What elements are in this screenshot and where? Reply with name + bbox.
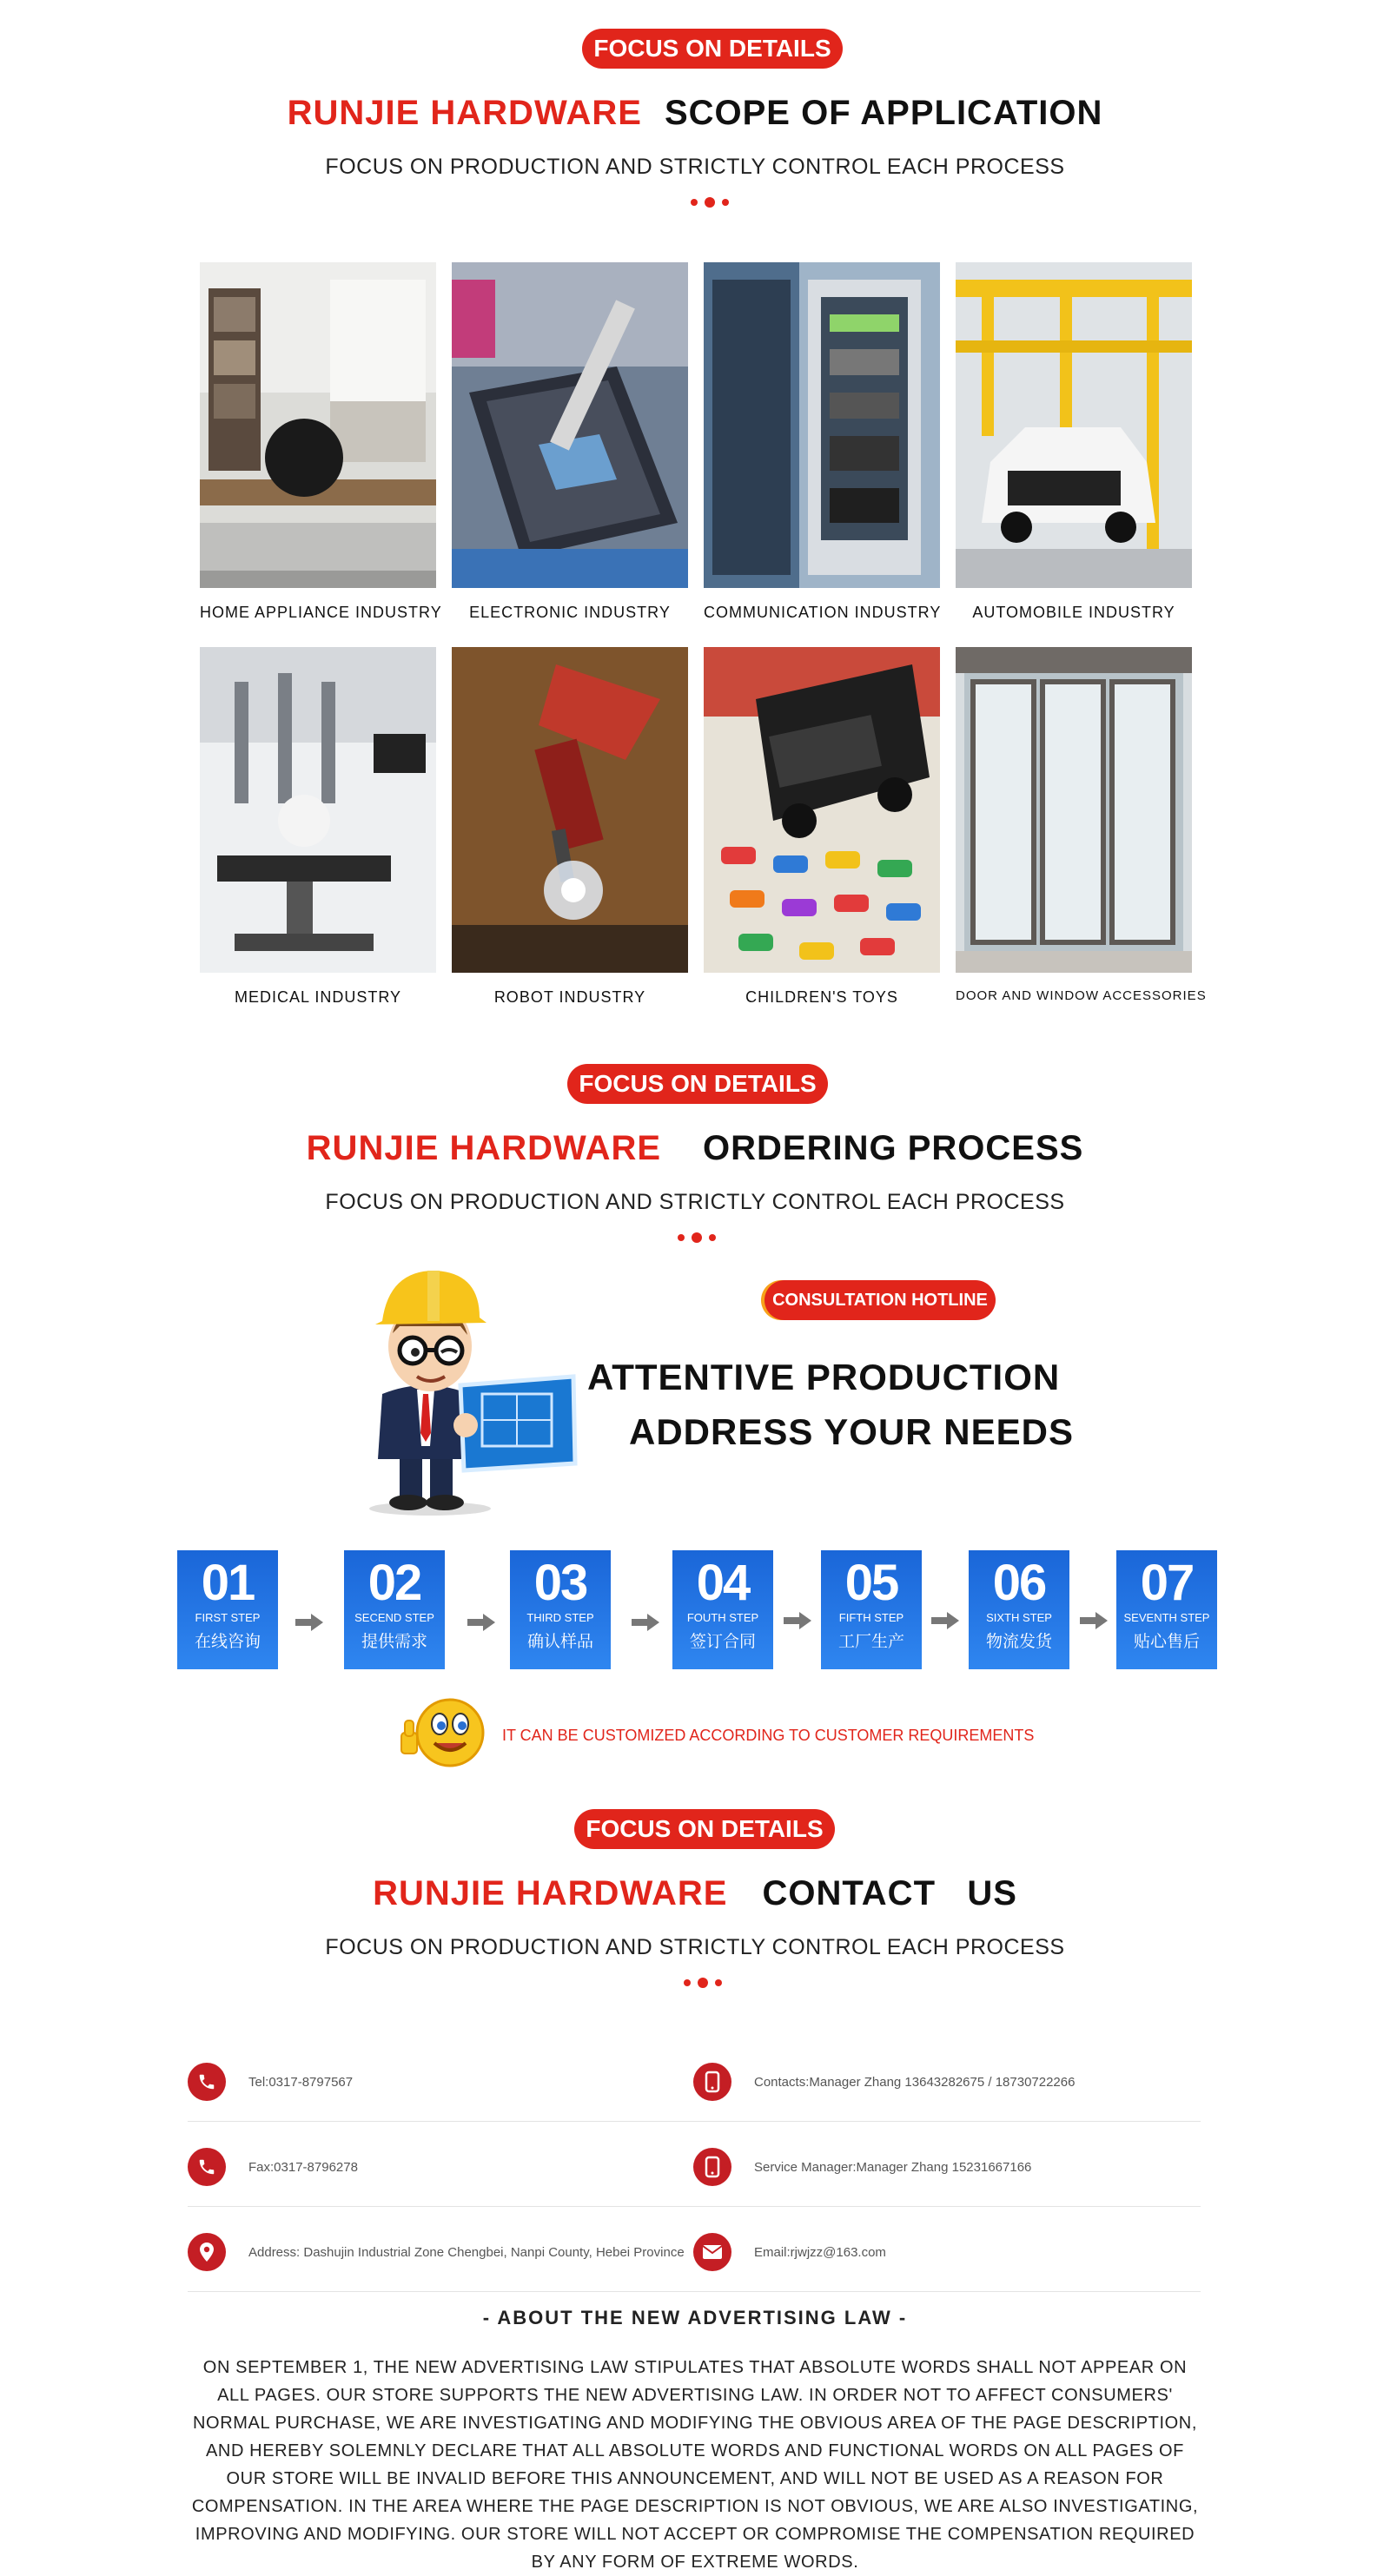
address-item[interactable]: Address: Dashujin Industrial Zone Chengbei, Nanpi County, Hebei Province	[188, 2233, 685, 2271]
communication-image	[704, 262, 940, 588]
mobile-phone-icon	[693, 2063, 731, 2101]
step-06: 06 SIXTH STEP 物流发货	[969, 1550, 1069, 1669]
brand-name: RUNJIE HARDWARE	[306, 1129, 662, 1167]
door-window-image	[956, 647, 1192, 973]
medical-image	[200, 647, 436, 973]
order-heading: ORDERING PROCESS	[703, 1129, 1084, 1167]
electronic-image	[452, 262, 688, 588]
industry-tile-home-appliance[interactable]	[200, 262, 442, 622]
tel-item[interactable]: Tel:0317-8797567	[188, 2063, 353, 2101]
industry-label: MEDICAL INDUSTRY	[234, 988, 402, 1006]
industry-label: AUTOMOBILE INDUSTRY	[972, 604, 1175, 621]
industry-label: DOOR AND WINDOW ACCESSORIES	[956, 988, 1207, 1003]
industry-label: HOME APPLIANCE INDUSTRY	[200, 604, 442, 621]
law-title: - ABOUT THE NEW ADVERTISING LAW -	[482, 2307, 908, 2328]
step-07: 07 SEVENTH STEP 贴心售后	[1116, 1550, 1217, 1669]
industry-tile-robot[interactable]	[452, 647, 688, 1007]
arrow-right-icon	[632, 1614, 659, 1631]
industry-tile-communication[interactable]	[704, 262, 940, 622]
custom-note: IT CAN BE CUSTOMIZED ACCORDING TO CUSTOMER REQUIREMENTS	[502, 1727, 1035, 1744]
industry-label: CHILDREN'S TOYS	[745, 988, 898, 1006]
consultation-hotline-button[interactable]: CONSULTATION HOTLINE	[764, 1280, 996, 1320]
home-appliance-image	[200, 262, 436, 588]
location-pin-icon	[188, 2233, 226, 2271]
slogan-line-2: ADDRESS YOUR NEEDS	[629, 1411, 1074, 1452]
step-03: 03 THIRD STEP 确认样品	[510, 1550, 611, 1669]
decor-dots	[691, 197, 734, 208]
contact-row	[188, 2122, 1201, 2207]
envelope-icon	[693, 2233, 731, 2271]
industry-tile-door-window[interactable]	[956, 647, 1207, 1003]
contact-heading: CONTACT US	[762, 1874, 1017, 1912]
robot-image	[452, 647, 688, 973]
service-manager-item[interactable]: Service Manager:Manager Zhang 15231667166	[693, 2148, 1031, 2186]
step-05: 05 FIFTH STEP 工厂生产	[821, 1550, 922, 1669]
scope-heading: SCOPE OF APPLICATION	[664, 94, 1103, 132]
contacts-item[interactable]: Contacts:Manager Zhang 13643282675 / 18730722266	[693, 2063, 1075, 2101]
step-01: 01 FIRST STEP 在线咨询	[177, 1550, 278, 1669]
decor-dots	[684, 1978, 727, 1988]
step-02: 02 SECEND STEP 提供需求	[344, 1550, 445, 1669]
phone-icon	[188, 2063, 226, 2101]
arrow-right-icon	[931, 1612, 959, 1629]
focus-badge-order: FOCUS ON DETAILS	[567, 1064, 828, 1104]
scope-title	[0, 94, 1390, 133]
arrow-right-icon	[1080, 1612, 1108, 1629]
contact-row	[188, 2207, 1201, 2292]
brand-name: RUNJIE HARDWARE	[373, 1874, 728, 1912]
order-title	[0, 1129, 1390, 1168]
industry-tile-toys[interactable]	[704, 647, 940, 1007]
fax-item[interactable]: Fax:0317-8796278	[188, 2148, 358, 2186]
focus-badge-contact: FOCUS ON DETAILS	[574, 1809, 835, 1849]
arrow-right-icon	[467, 1614, 495, 1631]
industry-tile-medical[interactable]	[200, 647, 436, 1007]
scope-subtitle: FOCUS ON PRODUCTION AND STRICTLY CONTROL EACH PROCESS	[325, 155, 1065, 179]
industry-tile-automobile[interactable]	[956, 262, 1192, 622]
mobile-phone-icon	[693, 2148, 731, 2186]
toys-image	[704, 647, 940, 973]
law-body: ON SEPTEMBER 1, THE NEW ADVERTISING LAW STIPULATES THAT ABSOLUTE WORDS SHALL NOT APPEAR ON ALL PAGES. OUR STORE SUPPORTS THE NEW ADVERTISING LAW. IN ORDER NOT TO AFFECT CONSUMERS' NORMAL PURCHASE, WE ARE INVESTIGATING AND MODIFYING THE OBVIOUS AREA OF THE PAGE DESCRIPTION, AND HEREBY SOLEMNLY DECLARE THAT ALL ABSOLUTE WORDS AND FUNCTIONAL WORDS ON ALL PAGES OF OUR STORE WILL BE INVALID BEFORE THIS ANNOUNCEMENT, AND WILL NOT BE USED AS A REASON FOR COMPENSATION. IN THE AREA WHERE THE PAGE DESCRIPTION IS NOT OBVIOUS, WE ARE ALSO INVESTIGATING, IMPROVING AND MODIFYING. OUR STORE WILL NOT ACCEPT OR COMPROMISE THE COMPENSATION REQUIRED BY ANY FORM OF EXTREME WORDS.	[191, 2358, 1199, 2572]
contact-row	[188, 2037, 1201, 2122]
industry-tile-electronic[interactable]	[452, 262, 688, 622]
contact-subtitle: FOCUS ON PRODUCTION AND STRICTLY CONTROL EACH PROCESS	[325, 1935, 1065, 1959]
step-04: 04 FOUTH STEP 签订合同	[672, 1550, 773, 1669]
contact-title	[0, 1874, 1390, 1913]
worker-mascot-illustration	[348, 1264, 582, 1516]
phone-icon	[188, 2148, 226, 2186]
order-subtitle: FOCUS ON PRODUCTION AND STRICTLY CONTROL EACH PROCESS	[325, 1190, 1065, 1214]
email-item[interactable]: Email:rjwjzz@163.com	[693, 2233, 886, 2271]
arrow-right-icon	[784, 1612, 811, 1629]
industry-label: ROBOT INDUSTRY	[493, 988, 646, 1006]
industry-label: COMMUNICATION INDUSTRY	[704, 604, 942, 621]
decor-dots	[678, 1232, 721, 1243]
thumbs-up-smiley-icon	[396, 1698, 488, 1767]
brand-name: RUNJIE HARDWARE	[287, 94, 642, 132]
focus-badge-scope: FOCUS ON DETAILS	[582, 29, 843, 69]
industry-label: ELECTRONIC INDUSTRY	[469, 604, 671, 621]
slogan-line-1: ATTENTIVE PRODUCTION	[587, 1357, 1061, 1397]
arrow-right-icon	[295, 1614, 323, 1631]
automobile-image	[956, 262, 1192, 588]
